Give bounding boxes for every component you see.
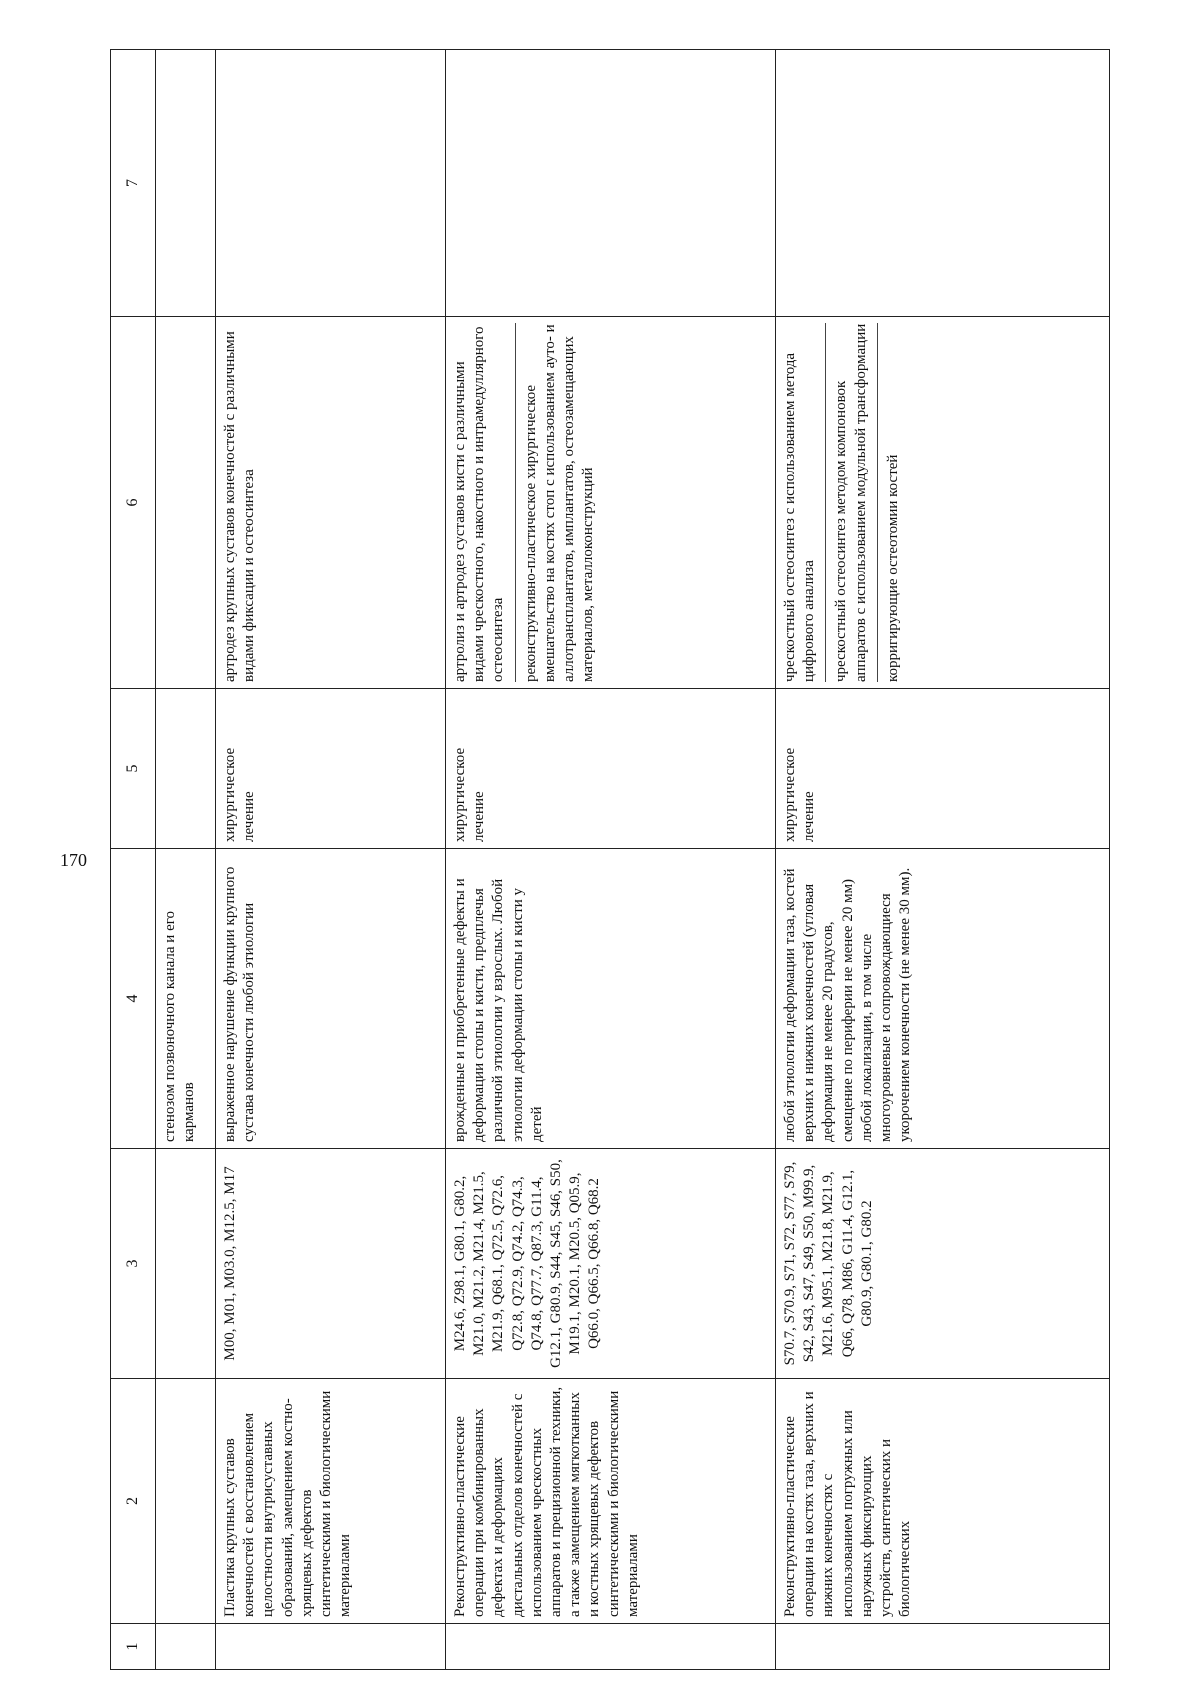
treatment-type: хирургическое лечение <box>776 689 1110 849</box>
icd-codes: S70.7, S70.9, S71, S72, S77, S79, S42, S43, S47, S49, S50, M99.9, M21.6, M95.1, M21.8, M21.9, Q66, Q78, M86, G11.4, G12.1, G80.9, G80.1, G80.2 <box>776 1149 1110 1379</box>
table-row <box>216 50 446 1670</box>
col-header-1: 1 <box>111 1624 156 1670</box>
col-header-6: 6 <box>111 317 156 689</box>
continuation-text: стенозом позвоночного канала и его карманов <box>156 849 216 1149</box>
condition: любой этиологии деформации таза, костей верхних и нижних конечностей (угловая деформация не менее 20 градусов, смещение по периферии не менее 20 мм) любой локализации, в том числе многоуровневые и сопровождающиеся укорочением конечности (не менее 30 мм). <box>776 849 1110 1149</box>
col-header-2: 2 <box>111 1379 156 1624</box>
col-header-7: 7 <box>111 50 156 317</box>
procedure-name: Пластика крупных суставов конечностей с восстановлением целостности внутрисуставных образований, замещением костно-хрящевых дефектов синтетическими и биологическими материалами <box>216 1379 446 1624</box>
col-header-3: 3 <box>111 1149 156 1379</box>
table-row <box>446 50 776 1670</box>
treatment-type: хирургическое лечение <box>446 689 776 849</box>
procedure-name: Реконструктивно-пластические операции на костях таза, верхних и нижних конечностях с использованием погружных или наружных фиксирующих устройств, синтетических и биологических <box>776 1379 1110 1624</box>
col-header-5: 5 <box>111 689 156 849</box>
method: артродез крупных суставов конечностей с различными видами фиксации и остеосинтеза <box>216 317 446 689</box>
icd-codes: M24.6, Z98.1, G80.1, G80.2, M21.0, M21.2, M21.4, M21.5, M21.9, Q68.1, Q72.5, Q72.6, Q72.8, Q72.9, Q74.2, Q74.3, Q74.8, Q77.7, Q87.3, G11.4, G12.1, G80.9, S44, S45, S46, S50, M19.1, M20.1, M20.5, Q05.9, Q66.0, Q66.5, Q66.8, Q68.2 <box>446 1149 776 1379</box>
table-row <box>156 50 216 1670</box>
method: чрескостный остеосинтез с использованием метода цифрового анализа <box>782 352 818 682</box>
header-row <box>111 50 156 1670</box>
condition: врожденные и приобретенные дефекты и деформации стопы и кисти, предплечья различной этиологии у взрослых. Любой этиологии деформации стопы и кисти у детей <box>446 849 776 1149</box>
method: артролиз и артродез суставов кисти с различными видами чрескостного, накостного и интрамедуллярного остеосинтеза <box>452 326 507 682</box>
procedures-table <box>110 49 1110 1670</box>
page-number: 170 <box>60 850 87 870</box>
method: реконструктивно-пластическое хирургическое вмешательство на костях стоп с использованием ауто- и аллотрансплантатов, имплантатов, остеозамещающих материалов, металлоконструкций <box>515 323 605 682</box>
method: корригирующие остеотомии костей <box>877 323 909 682</box>
procedure-name: Реконструктивно-пластические операции при комбинированных дефектах и деформациях дистальных отделов конечностей с использованием чрескостных аппаратов и прецизионной техники, а также замещением мягкотканных и костных хрящевых дефектов синтетическими и биологическими материалами <box>446 1379 776 1624</box>
method: чрескостный остеосинтез методом компоновок аппаратов с использованием модульной трансформации <box>825 323 876 682</box>
table-row <box>776 50 1110 1670</box>
condition: выраженное нарушение функции крупного сустава конечности любой этиологии <box>216 849 446 1149</box>
col-header-4: 4 <box>111 849 156 1149</box>
table-rotated-container <box>110 50 1110 1670</box>
icd-codes: M00, M01, M03.0, M12.5, M17 <box>216 1149 446 1379</box>
treatment-type: хирургическое лечение <box>216 689 446 849</box>
